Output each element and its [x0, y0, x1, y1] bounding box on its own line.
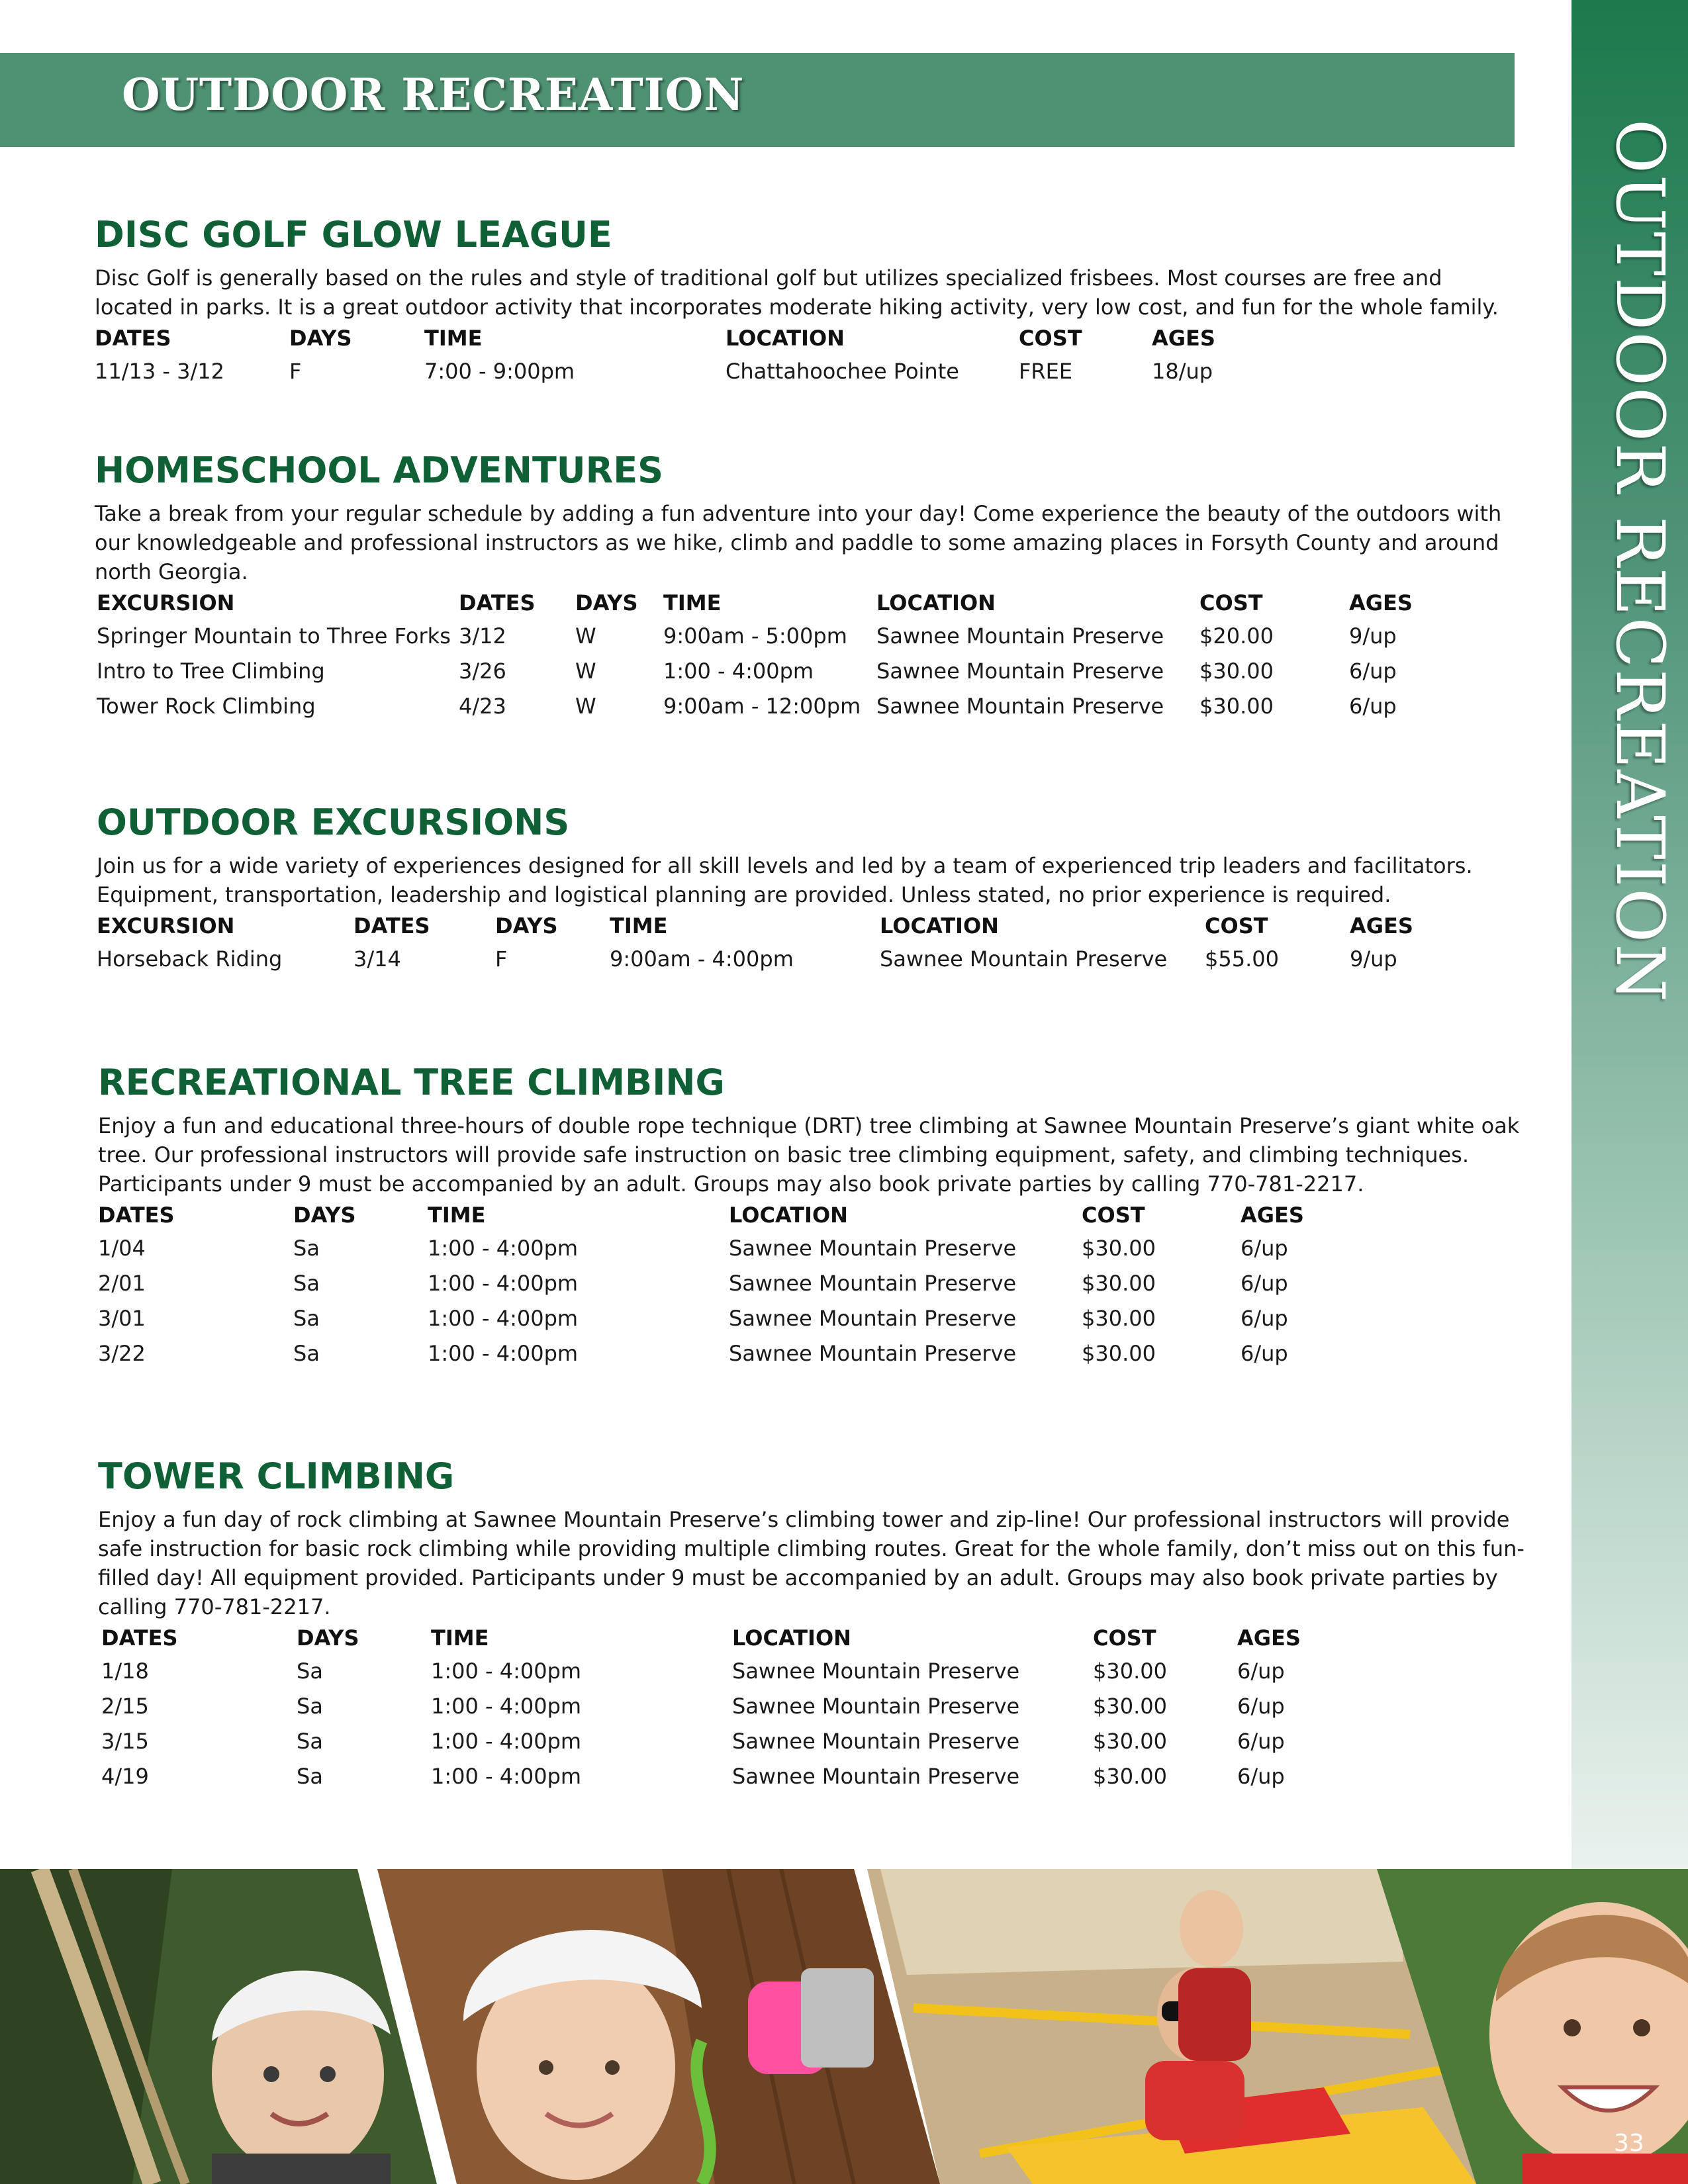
table-cell: 6/up [1237, 1659, 1285, 1684]
column-header: LOCATION [729, 1203, 848, 1228]
table-cell: $30.00 [1082, 1271, 1156, 1296]
table-cell: 1:00 - 4:00pm [428, 1306, 579, 1331]
column-header: LOCATION [726, 326, 845, 351]
table-cell: $30.00 [1082, 1306, 1156, 1331]
table-cell: 9/up [1349, 623, 1397, 649]
table-row [101, 1659, 1383, 1694]
table-cell: 6/up [1241, 1271, 1288, 1296]
table-cell: 1/18 [101, 1659, 149, 1684]
column-header: COST [1082, 1203, 1145, 1228]
table-cell: Sawnee Mountain Preserve [732, 1659, 1020, 1684]
table-cell: 6/up [1237, 1764, 1285, 1789]
table-cell: 1:00 - 4:00pm [431, 1729, 582, 1754]
section-title: HOMESCHOOL ADVENTURES [95, 449, 663, 491]
column-header: AGES [1237, 1625, 1301, 1651]
column-header: TIME [428, 1203, 486, 1228]
table-row [98, 1271, 1386, 1306]
section-description: Disc Golf is generally based on the rules and style of traditional golf but utilizes specialized frisbees. Most courses are free and located in parks. It is a great outdoor activity that incorporates moderate hiking activity, very low cost, and fun for the whole family. [95, 265, 1499, 320]
column-header: COST [1205, 913, 1268, 938]
table-cell: $30.00 [1093, 1659, 1167, 1684]
table-cell: 1:00 - 4:00pm [428, 1236, 579, 1261]
table-cell: 1:00 - 4:00pm [663, 659, 814, 684]
column-header: LOCATION [880, 913, 999, 938]
section-description: Enjoy a fun day of rock climbing at Sawnee Mountain Preserve’s climbing tower and zip-line! Our professional instructors will provide safe instruction for basic rock climbing while providing multiple climbing routes. Great for the whole family, don’t miss out on this fun-filled day! All equipment provided. Participants under 9 must be accompanied by an adult. Groups may also book private parties by calling 770-781-2217. [98, 1507, 1524, 1619]
column-header: COST [1019, 326, 1082, 351]
column-header: DATES [459, 590, 536, 615]
table-cell: 7:00 - 9:00pm [424, 359, 575, 384]
section-title: TOWER CLIMBING [98, 1455, 455, 1497]
table-cell: 2/15 [101, 1694, 149, 1719]
section-disc-golf [95, 213, 1577, 394]
table-cell: Tower Rock Climbing [97, 694, 316, 719]
column-header: LOCATION [876, 590, 996, 615]
table-cell: Horseback Riding [97, 946, 283, 972]
column-header: LOCATION [732, 1625, 851, 1651]
table-row [98, 1236, 1386, 1271]
table-cell: Sa [297, 1659, 323, 1684]
table-cell: 3/15 [101, 1729, 149, 1754]
table-cell: Sawnee Mountain Preserve [876, 659, 1164, 684]
column-header: DAYS [495, 913, 558, 938]
table-cell: Sawnee Mountain Preserve [880, 946, 1168, 972]
table-cell: 9/up [1350, 946, 1397, 972]
table-row [97, 659, 1481, 694]
table-cell: Sawnee Mountain Preserve [729, 1271, 1017, 1296]
table-cell: $30.00 [1093, 1764, 1167, 1789]
section-title: OUTDOOR EXCURSIONS [97, 801, 570, 843]
column-header: TIME [663, 590, 722, 615]
table-cell: 9:00am - 12:00pm [663, 694, 861, 719]
table-cell: FREE [1019, 359, 1073, 384]
table-cell: 6/up [1241, 1306, 1288, 1331]
table-header-row [98, 1203, 1386, 1236]
table-cell: Intro to Tree Climbing [97, 659, 325, 684]
column-header: DAYS [293, 1203, 356, 1228]
table-cell: 6/up [1241, 1341, 1288, 1366]
photo-wall-climber [377, 1869, 940, 2184]
table-cell: 6/up [1241, 1236, 1288, 1261]
table-cell: $30.00 [1199, 659, 1274, 684]
table-cell: F [289, 359, 302, 384]
table-cell: 6/up [1349, 659, 1397, 684]
section-description: Join us for a wide variety of experiences designed for all skill levels and led by a team of experienced trip leaders and facilitators. Equipment, transportation, leadership and logistical planning are provided. Unless stated, no prior experience is required. [97, 853, 1473, 907]
column-header: DATES [95, 326, 171, 351]
photo-tree-climber [0, 1869, 437, 2184]
section-description: Take a break from your regular schedule by adding a fun adventure into your day! Come experience the beauty of the outdoors with our knowledgeable and professional instructors as we hike, climb and paddle to some amazing places in Forsyth County and around north Georgia. [95, 501, 1502, 584]
table-cell: 11/13 - 3/12 [95, 359, 224, 384]
column-header: TIME [424, 326, 483, 351]
table-cell: 4/23 [459, 694, 506, 719]
table-cell: F [495, 946, 508, 972]
schedule-table [95, 326, 1317, 394]
table-cell: Sa [293, 1341, 320, 1366]
table-cell: 2/01 [98, 1271, 146, 1296]
table-cell: Sawnee Mountain Preserve [732, 1764, 1020, 1789]
table-cell: 3/14 [353, 946, 401, 972]
column-header: DAYS [289, 326, 352, 351]
table-cell: 1:00 - 4:00pm [431, 1659, 582, 1684]
section-tower-climbing [98, 1455, 1581, 1799]
table-cell: Sawnee Mountain Preserve [876, 694, 1164, 719]
table-cell: $30.00 [1199, 694, 1274, 719]
column-header: TIME [610, 913, 668, 938]
table-cell: Sa [297, 1694, 323, 1719]
table-cell: W [575, 623, 596, 649]
table-cell: 1:00 - 4:00pm [431, 1694, 582, 1719]
table-header-row [97, 913, 1482, 946]
section-recreational-tree-climbing [98, 1061, 1581, 1376]
table-cell: Sawnee Mountain Preserve [732, 1729, 1020, 1754]
table-cell: 9:00am - 4:00pm [610, 946, 794, 972]
table-cell: Sa [293, 1306, 320, 1331]
table-cell: Sa [293, 1236, 320, 1261]
table-cell: 1:00 - 4:00pm [428, 1271, 579, 1296]
table-cell: Sawnee Mountain Preserve [876, 623, 1164, 649]
table-cell: 1:00 - 4:00pm [428, 1341, 579, 1366]
table-row [98, 1306, 1386, 1341]
column-header: AGES [1241, 1203, 1304, 1228]
schedule-table [97, 913, 1482, 981]
table-cell: Sawnee Mountain Preserve [729, 1306, 1017, 1331]
table-row [98, 1341, 1386, 1376]
section-description: Enjoy a fun and educational three-hours of double rope technique (DRT) tree climbing at Sawnee Mountain Preserve’s giant white oak tree. Our professional instructors will provide safe instruction on basic tree climbing equipment, safety, and climbing techniques. Participants under 9 must be accompanied by an adult. Groups may also book private parties by calling 770-781-2217. [98, 1113, 1520, 1197]
table-row [101, 1764, 1383, 1799]
schedule-table [101, 1625, 1383, 1799]
column-header: AGES [1152, 326, 1215, 351]
table-cell: Sa [297, 1764, 323, 1789]
section-homeschool-adventures [95, 449, 1577, 729]
table-header-row [95, 326, 1317, 359]
table-cell: 1:00 - 4:00pm [431, 1764, 582, 1789]
table-row [97, 623, 1481, 659]
table-cell: 9:00am - 5:00pm [663, 623, 847, 649]
column-header: DAYS [575, 590, 638, 615]
table-cell: $30.00 [1093, 1694, 1167, 1719]
table-cell: $30.00 [1093, 1729, 1167, 1754]
table-cell: $20.00 [1199, 623, 1274, 649]
table-cell: 4/19 [101, 1764, 149, 1789]
table-header-row [101, 1625, 1383, 1659]
table-cell: 6/up [1237, 1729, 1285, 1754]
column-header: DATES [98, 1203, 175, 1228]
table-cell: 6/up [1349, 694, 1397, 719]
table-cell: 6/up [1237, 1694, 1285, 1719]
table-cell: $55.00 [1205, 946, 1279, 972]
table-cell: Sa [297, 1729, 323, 1754]
table-cell: W [575, 659, 596, 684]
column-header: DAYS [297, 1625, 359, 1651]
table-cell: Sawnee Mountain Preserve [729, 1341, 1017, 1366]
table-cell: 3/01 [98, 1306, 146, 1331]
table-cell: Springer Mountain to Three Forks [97, 623, 451, 649]
column-header: AGES [1350, 913, 1413, 938]
column-header: COST [1093, 1625, 1156, 1651]
table-cell: 1/04 [98, 1236, 146, 1261]
section-title: DISC GOLF GLOW LEAGUE [95, 214, 612, 255]
column-header: TIME [431, 1625, 489, 1651]
section-outdoor-excursions [97, 801, 1579, 981]
page-title: OUTDOOR RECREATION [122, 69, 745, 120]
table-cell: Sawnee Mountain Preserve [729, 1236, 1017, 1261]
column-header: DATES [101, 1625, 178, 1651]
table-cell: 3/26 [459, 659, 506, 684]
column-header: EXCURSION [97, 913, 235, 938]
column-header: COST [1199, 590, 1263, 615]
table-cell: 3/12 [459, 623, 506, 649]
table-row [101, 1729, 1383, 1764]
table-row [95, 359, 1317, 394]
table-cell: W [575, 694, 596, 719]
table-cell: Chattahoochee Pointe [726, 359, 959, 384]
schedule-table [97, 590, 1481, 729]
table-cell: $30.00 [1082, 1236, 1156, 1261]
table-cell: Sa [293, 1271, 320, 1296]
schedule-table [98, 1203, 1386, 1376]
table-cell: Sawnee Mountain Preserve [732, 1694, 1020, 1719]
table-row [97, 946, 1482, 981]
table-cell: 18/up [1152, 359, 1213, 384]
column-header: DATES [353, 913, 430, 938]
table-row [101, 1694, 1383, 1729]
table-row [97, 694, 1481, 729]
photo-collage [0, 1869, 1688, 2184]
table-header-row [97, 590, 1481, 623]
column-header: EXCURSION [97, 590, 235, 615]
column-header: AGES [1349, 590, 1413, 615]
side-tab-label: OUTDOOR RECREATION [1601, 119, 1679, 1003]
table-cell: $30.00 [1082, 1341, 1156, 1366]
section-title: RECREATIONAL TREE CLIMBING [98, 1062, 725, 1103]
table-cell: 3/22 [98, 1341, 146, 1366]
page-number: 33 [1614, 2130, 1644, 2157]
